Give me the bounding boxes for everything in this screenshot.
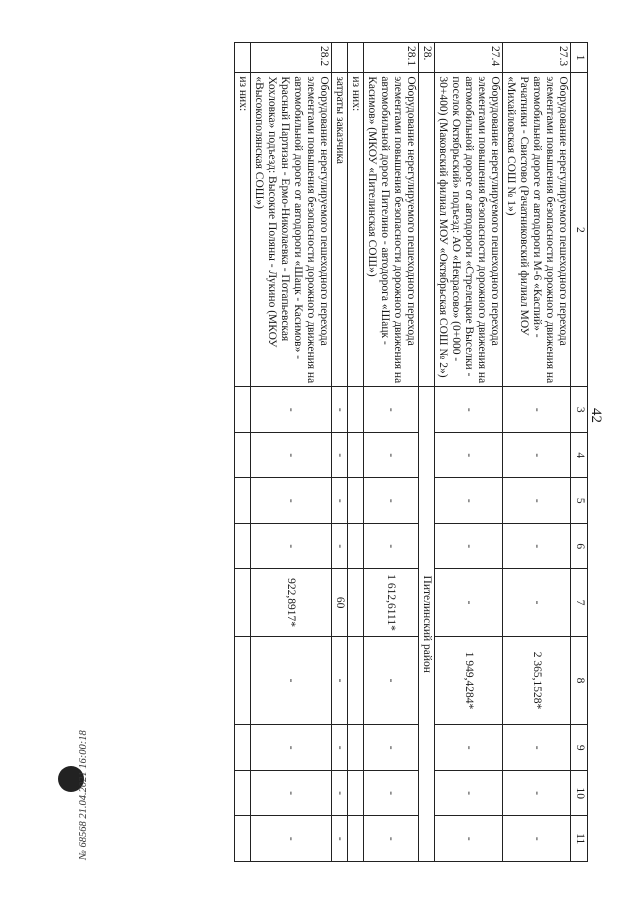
cell: - (332, 523, 348, 569)
row-id: 28.1 (364, 43, 419, 73)
row-id: 27.3 (503, 43, 571, 73)
cell (235, 432, 251, 478)
cell: - (332, 770, 348, 816)
cell (348, 478, 364, 524)
header-cell: 3 (571, 387, 588, 433)
cell: 922,8917* (251, 569, 332, 636)
cell: - (435, 569, 503, 636)
cell (235, 636, 251, 725)
cell (348, 636, 364, 725)
page-number: 42 (588, 408, 604, 423)
cell: - (503, 387, 571, 433)
header-cell: 1 (571, 43, 588, 73)
cell: - (503, 725, 571, 771)
cell: - (435, 725, 503, 771)
header-cell: 9 (571, 725, 588, 771)
cell: - (435, 432, 503, 478)
cell: - (251, 432, 332, 478)
cell (235, 770, 251, 816)
cell: - (251, 770, 332, 816)
cell: - (332, 387, 348, 433)
table-row (364, 43, 419, 862)
cell (348, 770, 364, 816)
cell: 60 (332, 569, 348, 636)
header-cell: 2 (571, 73, 588, 387)
cell: - (364, 523, 419, 569)
cell: - (364, 636, 419, 725)
cell: - (364, 478, 419, 524)
row-id: 27.4 (435, 43, 503, 73)
cell: - (435, 387, 503, 433)
cell: - (332, 432, 348, 478)
cell (235, 569, 251, 636)
header-cell: 8 (571, 636, 588, 725)
cell: - (364, 725, 419, 771)
row-id (348, 43, 364, 73)
row-description: Оборудование нерегулируемого пешеходного перехода элементами повышения безопасности дорожного движения на автомобильной дороге от автодороги М-6 «Каспий» - Рачатники - Свистово (Рачатниковский филиал МОУ «Михайловская СОШ № 1») (503, 73, 571, 387)
cell (348, 725, 364, 771)
cell: 1 612,6111* (364, 569, 419, 636)
cell (235, 725, 251, 771)
header-cell: 10 (571, 770, 588, 816)
cell (235, 523, 251, 569)
cell (348, 523, 364, 569)
header-cell: 4 (571, 432, 588, 478)
cell: - (364, 387, 419, 433)
cell: - (503, 523, 571, 569)
cell (235, 478, 251, 524)
cell: - (251, 387, 332, 433)
table-row (235, 43, 251, 862)
registration-stamp: № 68568 21.04.2021 16:00:18 (78, 730, 89, 860)
cell: - (251, 523, 332, 569)
table-row (348, 43, 364, 862)
cell: - (503, 432, 571, 478)
table-row (435, 43, 503, 862)
table-row (503, 43, 571, 862)
row-id (332, 43, 348, 73)
row-description: Оборудование нерегулируемого пешеходного перехода элементами повышения безопасности дорожного движения на автомобильной дороге Пителино - автодорога «Шацк - Касимов» (МКОУ «Пителинская СОШ») (364, 73, 419, 387)
row-id: 28. (419, 43, 435, 73)
cell: - (251, 725, 332, 771)
cell: - (364, 432, 419, 478)
cell: - (364, 816, 419, 862)
cell: - (503, 569, 571, 636)
cell (348, 816, 364, 862)
cell: - (332, 816, 348, 862)
cell (235, 387, 251, 433)
cell: - (251, 478, 332, 524)
cell: - (435, 523, 503, 569)
table-row (251, 43, 332, 862)
row-description: из них: (235, 73, 251, 387)
header-cell: 11 (571, 816, 588, 862)
section-spacer (419, 73, 435, 387)
cell: - (251, 636, 332, 725)
section-title: Пителинский район (419, 387, 435, 862)
cell: - (435, 816, 503, 862)
cell: - (251, 816, 332, 862)
data-table (234, 42, 588, 862)
cell: - (503, 478, 571, 524)
cell: - (364, 770, 419, 816)
row-description: затраты заказчика (332, 73, 348, 387)
header-row (571, 43, 588, 862)
cell: - (332, 478, 348, 524)
rotated-table-container (88, 42, 588, 862)
section-row (419, 43, 435, 862)
cell: - (332, 725, 348, 771)
cell (348, 387, 364, 433)
cell (348, 432, 364, 478)
cell (348, 569, 364, 636)
header-cell: 5 (571, 478, 588, 524)
cell (235, 816, 251, 862)
row-id: 28.2 (251, 43, 332, 73)
row-description: из них: (348, 73, 364, 387)
row-description: Оборудование нерегулируемого пешеходного перехода элементами повышения безопасности дорожного движения на автомобильной дороге от автодороги «Шацк - Касимов» - Красный Партизан - Ермо-Николаевка - Потапьевская Хохловка» подъезд: Высокие Поляны - Лукино (МКОУ «Высокополянская СОШ») (251, 73, 332, 387)
row-description: Оборудование нерегулируемого пешеходного перехода элементами повышения безопасности дорожного движения на автомобильной дороге от автодороги «Стрелецкие Выселки - поселок Октябрьский» подъезд: АО «Некрасово» (0+000 - 30+400) (Маковский филиал МОУ «Октябрьская СОШ № 2») (435, 73, 503, 387)
cell: 1 949,4284* (435, 636, 503, 725)
cell: 2 365,1528* (503, 636, 571, 725)
cell: - (503, 770, 571, 816)
header-cell: 6 (571, 523, 588, 569)
cell: - (503, 816, 571, 862)
cell: - (435, 770, 503, 816)
header-cell: 7 (571, 569, 588, 636)
table-row (332, 43, 348, 862)
cell: - (332, 636, 348, 725)
row-id (235, 43, 251, 73)
cell: - (435, 478, 503, 524)
